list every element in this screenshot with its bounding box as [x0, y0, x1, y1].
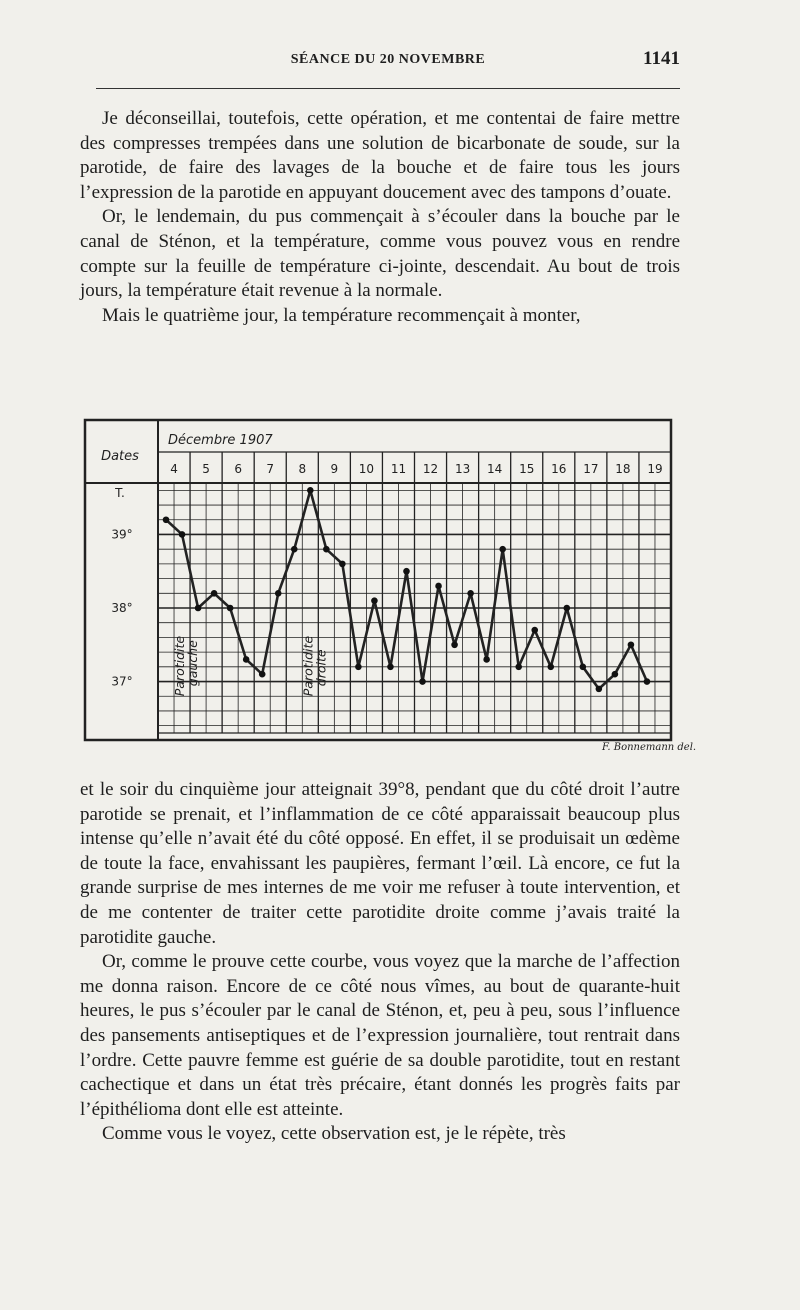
- x-tick-label: 8: [298, 462, 307, 476]
- data-point: [291, 546, 298, 553]
- y-axis-label: T.: [115, 486, 125, 500]
- data-point: [403, 568, 410, 575]
- annotation-label: Parotiditegauche: [172, 635, 201, 697]
- data-point: [339, 561, 346, 568]
- data-point: [243, 656, 250, 663]
- data-point: [355, 664, 362, 671]
- data-point: [163, 516, 170, 523]
- header-rule: [96, 88, 680, 89]
- data-point: [227, 605, 234, 612]
- text-block-before-chart: [80, 107, 680, 328]
- x-tick-label: 17: [583, 462, 599, 476]
- data-point: [275, 590, 282, 597]
- x-tick-label: 9: [330, 462, 339, 476]
- data-point: [531, 627, 538, 634]
- data-point: [515, 664, 522, 671]
- y-tick-label: 37°: [111, 674, 133, 689]
- data-point: [211, 590, 218, 597]
- data-point: [179, 531, 186, 538]
- annotation-label: Parotiditedroite: [300, 635, 329, 697]
- x-tick-labels: [170, 462, 662, 476]
- x-tick-label: 11: [390, 462, 407, 476]
- paragraph: Comme vous le voyez, cette observation est, je le répète, très: [102, 1123, 566, 1145]
- data-point: [499, 546, 506, 553]
- data-point: [467, 590, 474, 597]
- data-point: [612, 671, 619, 678]
- temperature-chart: [80, 415, 676, 745]
- x-tick-label: 13: [454, 462, 471, 476]
- running-title: SÉANCE DU 20 NOVEMBRE: [290, 52, 486, 67]
- x-tick-label: 19: [647, 462, 663, 476]
- data-point: [580, 664, 587, 671]
- data-point: [323, 546, 330, 553]
- running-header: [96, 48, 680, 76]
- paragraph: et le soir du cinquième jour atteignait 39°8, pendant que du côté droit l’autre parotide se prenait, et l’inflammation de ce côté apparaissait beaucoup plus intense qu’elle n’avait été du côté opposé. En effet, il se produisait un œdème de toute la face, envahissant les paupières, fermant l’œil. Là encore, ce fut la grande surprise de mes internes de me voir me refuser à toute intervention, et de me contenter de traiter cette parotidite droite comme j’avais traité la parotidite gauche.: [80, 779, 680, 948]
- y-tick-labels: [111, 527, 132, 688]
- data-point: [483, 656, 490, 663]
- page-number: 1141: [643, 48, 680, 69]
- x-tick-label: 14: [487, 462, 503, 476]
- data-point: [451, 641, 458, 648]
- data-point: [371, 597, 378, 604]
- x-tick-label: 10: [358, 462, 375, 476]
- chart-annotations: [172, 636, 328, 697]
- data-point: [259, 671, 266, 678]
- month-label: Décembre 1907: [168, 433, 273, 448]
- data-point: [547, 664, 554, 671]
- y-tick-label: 38°: [111, 601, 133, 615]
- x-tick-label: 5: [202, 462, 210, 476]
- data-point: [195, 605, 202, 612]
- paragraph: Mais le quatrième jour, la température recommençait à monter,: [102, 304, 581, 326]
- data-point: [644, 678, 651, 685]
- x-tick-label: 18: [615, 462, 631, 476]
- x-tick-label: 6: [234, 462, 242, 476]
- paragraph: Or, le lendemain, du pus commençait à s’écouler dans la bouche par le canal de Sténon, et la température, comme vous pouvez vous en rendre compte sur la feuille de température ci-jointe, descendait. Au bout de trois jours, la température était revenue à la normale.: [80, 206, 680, 302]
- data-point: [307, 487, 314, 494]
- paragraph: Je déconseillai, toutefois, cette opération, et me contentai de faire mettre des compresses trempées dans une solution de bicarbonate de soude, sur la parotide, de faire des lavages de la bouche et de faire tous les jours l’expression de la parotide en appuyant doucement avec des tampons d’ouate.: [80, 108, 680, 203]
- x-tick-label: 12: [422, 462, 439, 476]
- temperature-points: [163, 487, 651, 692]
- data-point: [628, 641, 635, 648]
- illustrator-credit: F. Bonnemann del.: [602, 742, 697, 753]
- data-point: [563, 605, 570, 612]
- text-block-after-chart: [80, 778, 680, 1147]
- data-point: [387, 664, 394, 671]
- x-tick-label: 16: [551, 462, 567, 476]
- row-label-dates: Dates: [101, 449, 139, 464]
- x-tick-label: 15: [519, 462, 535, 476]
- paragraph: Or, comme le prouve cette courbe, vous voyez que la marche de l’affection me donna raison. Encore de ce côté nous vîmes, au bout de quarante-huit heures, le pus s’écouler par le canal de Sténon, et, peu à peu, sous l’influence des pansements antiseptiques et de l’expression journalière, tout rentrait dans l’ordre. Cette pauvre femme est guérie de sa double parotidite, tout en restant cachectique et dans un état très précaire, étant donnés les progrès faits par l’épithélioma dont elle est atteinte.: [80, 951, 680, 1120]
- x-tick-label: 4: [170, 462, 178, 476]
- y-tick-label: 39°: [111, 527, 133, 542]
- x-tick-label: 7: [266, 462, 275, 476]
- data-point: [435, 583, 442, 590]
- data-point: [596, 686, 603, 693]
- data-point: [419, 678, 426, 685]
